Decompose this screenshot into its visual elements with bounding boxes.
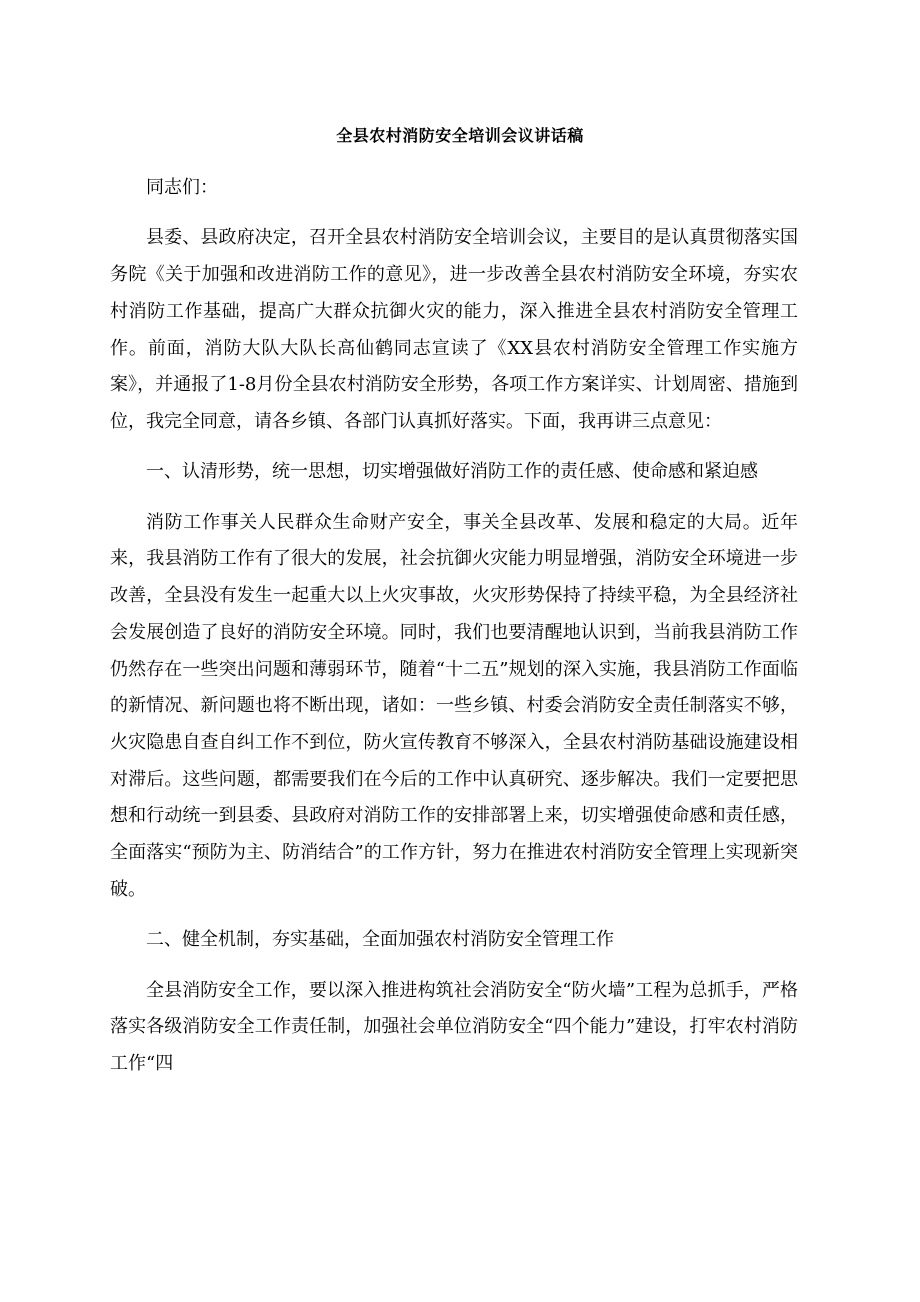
document-title: 全县农村消防安全培训会议讲话稿 — [336, 126, 584, 145]
document-body — [110, 170, 798, 1096]
section-paragraph-2: 全县消防安全工作，要以深入推进构筑社会消防安全“防火墙”工程为总抓手，严格落实各级消防安全工作责任制，加强社会单位消防安全“四个能力”建设，打牢农村消防工作“四 — [110, 979, 798, 1074]
section-heading-1: 一、认清形势，统一思想，切实增强做好消防工作的责任感、使命感和紧迫感 — [146, 461, 758, 483]
section-paragraph-1: 消防工作事关人民群众生命财产安全，事关全县改革、发展和稳定的大局。近年来，我县消防工作有了很大的发展，社会抗御火灾能力明显增强，消防安全环境进一步改善，全县没有发生一起重大以上火灾事故，火灾形势保持了持续平稳，为全县经济社会发展创造了良好的消防安全环境。同时，我们也要清醒地认识到，当前我县消防工作仍然存在一些突出问题和薄弱环节，随着“十二五”规划的深入实施，我县消防工作面临的新情况、新问题也将不断出现，诸如：一些乡镇、村委会消防安全责任制落实不够，火灾隐患自查自纠工作不到位，防火宣传教育不够深入，全县农村消防基础设施建设相对滞后。这些问题，都需要我们在今后的工作中认真研究、逐步解决。我们一定要把思想和行动统一到县委、县政府对消防工作的安排部署上来，切实增强使命感和责任感，全面落实“预防为主、防消结合”的工作方针，努力在推进农村消防安全管理上实现新突破。 — [110, 511, 798, 900]
intro-paragraph: 县委、县政府决定，召开全县农村消防安全培训会议，主要目的是认真贯彻落实国务院《关于加强和改进消防工作的意见》，进一步改善全县农村消防安全环境，夯实农村消防工作基础，提高广大群众抗御火灾的能力，深入推进全县农村消防安全管理工作。前面，消防大队大队长高仙鹤同志宣读了《XX县农村消防安全管理工作实施方案》，并通报了1-8月份全县农村消防安全形势，各项工作方案详实、计划周密、措施到位，我完全同意，请各乡镇、各部门认真抓好落实。下面，我再讲三点意见： — [110, 227, 798, 432]
section-heading-2: 二、健全机制，夯实基础，全面加强农村消防安全管理工作 — [146, 929, 614, 951]
salutation: 同志们： — [146, 177, 218, 198]
